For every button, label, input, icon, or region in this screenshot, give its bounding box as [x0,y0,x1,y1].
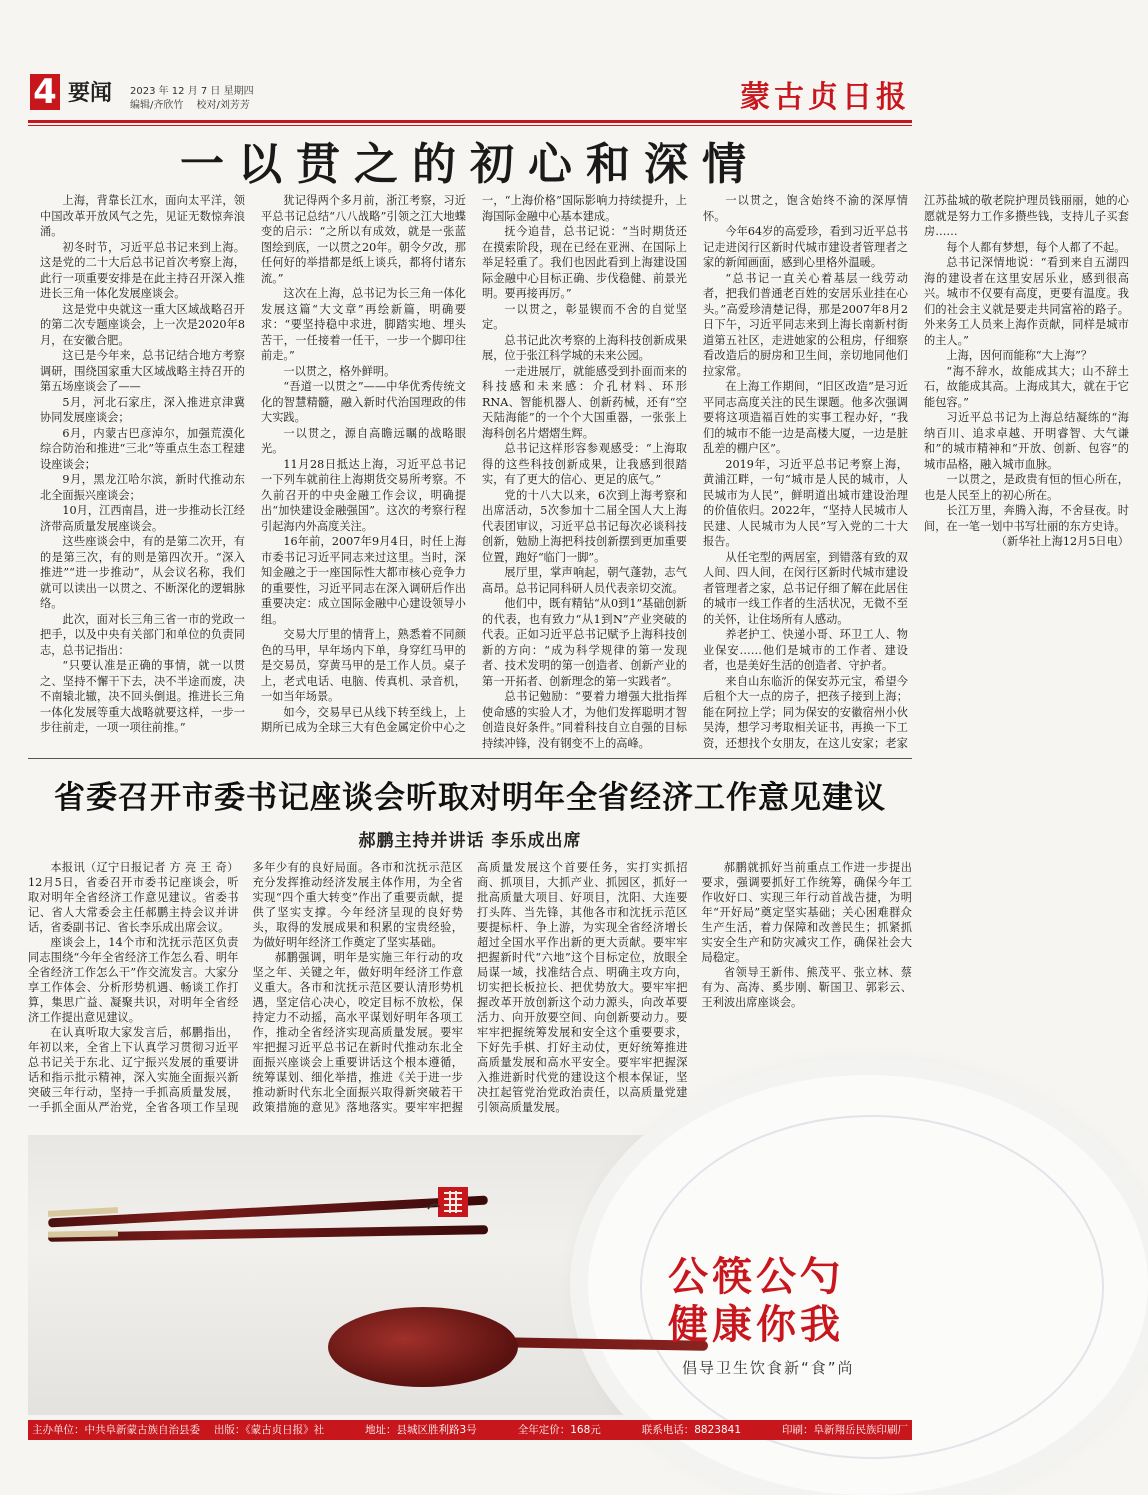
page-header [28,70,912,122]
article1-paragraph: 今年64岁的高爱珍，看到习近平总书记走进闵行区新时代城市建设者管理者之家的新闻画面，感到心里格外温暖。 [703,225,908,269]
header-rule-thin [28,125,912,126]
page-footer [28,1420,912,1440]
article1-paragraph: 这些座谈会中，有的是第二次开，有的是第三次，有的则是第四次开。“深入推进”“进一步推动”，从会议名称，我们就可以读出一以贯之、不断深化的逻辑脉络。 [40,535,245,610]
seal-stamp-icon [426,1185,474,1225]
article1-paragraph: 10月，江西南昌，进一步推动长江经济带高质量发展座谈会。 [40,504,245,533]
article1-paragraph: 总书记此次考察的上海科技创新成果展，位于张江科学城的未来公园。 [482,333,687,362]
article2-paragraph: 郝鹏强调，明年是实施三年行动的攻坚之年、关键之年，做好明年经济工作意义重大。各市和沈抚示范区要认清形势机遇，坚定信心决心，咬定目标不放松，保持定力不动摇，高水平谋划好明年各项工作，推动全省经济实现高质量发展。要牢牢把握习近平总书记在新时代推动东北全面振兴座谈会上重要讲话这个根本遵循，统筹谋划、细化举措，推进《关于进一步推动新时代东北全面振兴取得新突破若干政策措施的意见》落地落实。要牢牢把握高质量发展这个首要任务，实打实抓招商、抓项目，大抓产业、抓园区，抓好一批高质量大项目、好项目，沈阳、大连要打头阵、当先锋，其他各市和沈抚示范区要提标杆、争上游，为实现全省经济增长超过全国水平作出新的更大贡献。要牢牢把握新时代“六地”这个目标定位，放眼全局谋一域，找准结合点、明确主攻方向，切实把长板拉长、把优势放大。要牢牢把握改革开放创新这个动力源头，向改革要活力、向开放要空间、向创新要动力。要牢牢把握统筹发展和安全这个重要要求，下好先手棋、打好主动仗，更好统筹推进高质量发展和高水平安全。要牢牢把握深入推进新时代党的建设这个根本保证，坚决扛起管党治党政治责任，以高质量党建引领高质量发展。 [252,861,688,1114]
article1-paragraph: 在上海工作期间，“旧区改造”是习近平同志高度关注的民生课题。他多次强调要将这项造福百姓的实事工程办好，“我们的城市不能一边是高楼大厦，一边是脏乱差的棚户区”。 [703,380,908,455]
section-name: 要闻 [68,81,113,106]
masthead-logo: 蒙古贞日报 [740,80,910,115]
article1-paragraph: 一以贯之，源自高瞻远瞩的战略眼光。 [261,426,466,455]
page-number: 4 [30,74,60,110]
editors-line: 编辑/齐欣竹 校对/刘芳芳 [130,100,250,111]
article1-paragraph: 上海，背靠长江水，面向太平洋，领中国改革开放风气之先，见证无数惊奔浪涌。 [40,194,245,238]
article1-paragraph: 一以贯之，饱含始终不渝的深厚情怀。 [703,194,908,223]
article1-paragraph: 党的十八大以来，6次到上海考察和出席活动，5次参加十二届全国人大上海代表团审议，习近平总书记每次必谈科技创新，勉励上海把科技创新摆到更加重要位置，跑好“临门一脚”。 [482,488,687,564]
article1-paragraph: 上海，因何而能称“大上海”？ [946,349,1093,362]
spoon-illustration [328,1307,518,1387]
article1-paragraph: “只要认准是正确的事情，就一以贯之、坚持不懈干下去，决不半途而废，决不南辕北辙，决不回头倒退。推进长三角一体化发展等重大战略就要这样，一步一步往前走，一项一项往前推。” [40,659,245,734]
chopstick-tip [48,1230,118,1237]
article2-paragraph: 座谈会上，14个市和沈抚示范区负责同志围绕“今年全省经济工作怎么看、明年全省经济工作怎么干”作交流发言。大家分享工作体会、分析形势机遇、畅谈工作打算，集思广益、凝聚共识，对明年全省经济工作提出意见建议。 [28,936,239,1024]
article2-headline: 省委召开市委书记座谈会听取对明年全省经济工作意见建议 [54,780,886,816]
article1-credit: （新华社上海12月5日电） [995,535,1129,548]
article2-subheadline: 郝鹏主持并讲话 李乐成出席 [358,831,582,851]
footer-sponsor: 主办单位：中共阜新蒙古族自治县委 出版：《蒙古贞日报》社 [32,1424,325,1436]
article1-paragraph: 总书记深情地说：“看到来自五湖四海的建设者在这里安居乐业，感到很高兴。城市不仅要有高度，更要有温度。我们的社会主义就是要走共同富裕的路子。外来务工人员来上海作贡献，同样是城市的主人。” [924,256,1129,347]
footer-address: 地址：县城区胜利路3号 [365,1424,477,1436]
article1-paragraph: 此次，面对长三角三省一市的党政一把手，以及中央有关部门和单位的负责同志，总书记指出： [40,612,245,657]
article1-paragraph: 展厅里，掌声响起，朝气蓬勃，志气高昂。总书记同科研人员代表亲切交流。 [482,566,687,595]
article1-paragraph: 11月28日抵达上海，习近平总书记一下列车就前往上海期货交易所考察。不久前召开的中央金融工作会议，明确提出“加快建设金融强国”。这次的考察行程引起海内外高度关注。 [261,457,466,533]
article1-paragraph: 这次在上海，总书记为长三角一体化发展这篇“大文章”再绘新篇，明确要求：“要坚持稳中求进，脚踏实地、埋头苦干，一任接着一任干，一步一个脚印往前走。” [261,287,466,362]
article1-paragraph: 5月，河北石家庄，深入推进京津冀协同发展座谈会； [40,395,245,424]
article1-paragraph: 一以贯之，彰显锲而不舍的自觉坚定。 [482,302,687,331]
article1-paragraph: 这是党中央就这一重大区域战略召开的第二次专题座谈会，上一次是2020年8月，在安徽合肥。 [40,302,245,347]
issue-date: 2023 年 12 月 7 日 星期四 [130,86,254,97]
article2-paragraph: 在认真听取大家发言后，郝鹏指出，年初以来，全省上下认真学习贯彻习近平总书记关于东北、辽宁振兴发展的重要讲话和指示批示精神，深入实施全面振兴新突破三年行动，坚持一手抓高质量发展，一手抓全面从严治党，全省各项工作呈现多年少有的良好局面。各市和沈抚示范区充分发挥推动经济发展主体作用，为全省实现“四个重大转变”作出了重要贡献，提供了坚实支撑。今年经济呈现的良好势头，取得的发展成果和积累的宝贵经验，为做好明年经济工作奠定了坚实基础。 [28,861,463,1114]
header-rule [28,120,912,123]
ad-title-line1: 公筷公勺 [668,1254,844,1300]
article1-paragraph: 每个人都有梦想，每个人都了不起。 [946,240,1126,254]
article1-paragraph: 初冬时节，习近平总书记来到上海。这是党的二十大后总书记首次考察上海，此行一项重要安排是在此主持召开深入推进长三角一体化发展座谈会。 [40,240,245,300]
article1-headline: 一以贯之的初心和深情 [180,139,760,190]
article1-paragraph: 从任宅型的两居室，到错落有致的双人间、四人间，在闵行区新时代城市建设者管理者之家，总书记仔细了解在此居住的城市一线工作者的生活状况，无微不至的关怀，让住场所有人感动。 [703,550,908,626]
article1-paragraph: 习近平总书记为上海总结凝练的“海纳百川、追求卓越、开明睿智、大气谦和”的城市精神和“开放、创新、包容”的城市品格，融入城市血脉。 [924,411,1129,471]
article1-paragraph: “吾道一以贯之”——中华优秀传统文化的智慧精髓，融入新时代治国理政的伟大实践。 [261,380,466,424]
article1-paragraph: 16年前，2007年9月4日，时任上海市委书记习近平同志来过这里。当时，深知金融之于一座国际性大都市核心竞争力的重要性，习近平同志在深入调研后作出重要决定：成立国际金融中心建设领导小组。 [261,535,466,626]
article1-paragraph: 一以贯之，格外鲜明。 [283,364,396,378]
public-service-ad [28,1135,912,1415]
article1-paragraph: “海不辞水，故能成其大；山不辞土石，故能成其高。上海成其大，就在于它能包容。” [924,364,1129,409]
article-divider [28,758,912,759]
article1-body [40,193,1129,753]
article2-paragraph: 本报讯（辽宁日报记者 方 亮 王 奇）12月5日，省委召开市委书记座谈会，听取对明年全省经济工作意见建议。省委书记、省人大常委会主任郝鹏主持会议并讲话，省委副书记、省长李乐成出席会议。 [28,861,239,934]
article1-paragraph: 交易大厅里的情背上，熟悉着不同颜色的马甲，早年场内下单，身穿红马甲的是交易员，穿黄马甲的是工作人员。桌子上，老式电话、电脑、传真机、录音机，一如当年场景。 [261,628,466,703]
article1-paragraph: 这已是今年来，总书记结合地方考察调研，围绕国家重大区域战略主持召开的第五场座谈会了—— [40,349,245,393]
article1-paragraph: 抚今追昔，总书记说：“当时期货还在摸索阶段，现在已经在亚洲、在国际上举足轻重了。我们也因此看到上海建设国际金融中心目标正确、步伐稳健、前景光明。要再接再厉。” [482,225,687,300]
footer-phone: 联系电话：8823841 [641,1424,741,1436]
article1-paragraph: 犹记得两个多月前，浙江考察，习近平总书记总结“八八战略”引领之江大地蝶变的启示：“之所以有成效，就是一张蓝图绘到底，一以贯之20年。朝令夕改，那任何好的举措都是纸上谈兵，都将付诸东流。” [261,194,466,285]
article1-paragraph: 2019年，习近平总书记考察上海，黄浦江畔，一句“城市是人民的城市，人民城市为人民”，鲜明道出城市建设治理的价值依归。2022年，“坚持人民城市人民建、人民城市为人民”写入党的二十大报告。 [703,457,908,548]
article1-paragraph: 来自山东临沂的保安苏元宝，希望今后租个大一点的房子，把孩子接到上海；能在阿拉上学；同为保安的安徽宿州小伙吴涛，想学习考取相关证书，再换一下工资，还想找个女朋友，在这儿安家；老家江苏盐城的敬老院护理员钱丽丽，她的心愿就是努力工作多攒些钱，支持儿子买套房…… [703,194,1129,750]
article1-paragraph: 总书记这样形容参观感受：“上海取得的这些科技创新成果，让我感到很踏实，有了更大的信心、更足的底气。” [482,442,687,486]
ad-subtitle: 倡导卫生饮食新“食”尚 [682,1359,855,1377]
article1-paragraph: 养老护工、快递小哥、环卫工人、物业保安……他们是城市的工作者、建设者，也是美好生活的创造者、守护者。 [703,628,908,672]
article2-paragraph: 郝鹏就抓好当前重点工作进一步提出要求，强调要抓好工作统筹，确保今年工作收好口、实现三年行动首战告捷，为明年“开好局”奠定坚实基础；关心困难群众生产生活，着力保障和改善民生；抓紧抓实安全生产和防灾减灾工作，确保社会大局稳定。 [701,861,912,964]
article1-paragraph: 他们中，既有精钻“从0到1”基础创新的代表，也有致力“从1到N”产业突破的代表。正如习近平总书记赋予上海科技创新的方向：“成为科学规律的第一发现者、技术发明的第一创造者、创新产业的第一开拓者、创新理念的第一实践者”。 [482,597,687,688]
article1-paragraph: “总书记一直关心着基层一线劳动者，把我们普通老百姓的安居乐业挂在心头。”高爱珍清楚记得，那是2007年8月2日下午，习近平同志来到上海长南新村街道第五社区，走进她家的公租房，仔细察看改造后的厨房和卫生间，亲切地同他们拉家常。 [703,271,908,378]
article1-paragraph: 一走进展厅，就能感受到扑面而来的科技感和未来感：介孔材料、环形RNA、智能机器人、创新药械，还有“空天陆海能”的一个个大国重器，一张张上海科创名片熠熠生辉。 [482,364,687,440]
footer-price: 全年定价：168元 [517,1424,601,1436]
article1-paragraph: 如今，交易早已从线下转至线上，上期所已成为全球三大有色金属定价中心之一，“上海价格”国际影响力持续提升，上海国际金融中心基本建成。 [261,194,687,734]
article1-paragraph: 总书记勉励：“要着力增强大批指挥使命感的实验人才，为他们发挥聪明才智创造良好条件。”同着科技自立自强的目标持续冲锋，没有钢变不上的高峰。 [482,690,687,750]
article1-paragraph: 长江万里，奔腾入海，不舍昼夜。时间，在一笔一划中书写壮丽的东方史诗。 [924,504,1129,533]
article1-paragraph: 6月，内蒙古巴彦淖尔，加强荒漠化综合防治和推进“三北”等重点生态工程建设座谈会； [40,426,245,471]
article1-paragraph: 9月，黑龙江哈尔滨，新时代推动东北全面振兴座谈会； [40,473,245,502]
article2-paragraph: 省领导王新伟、熊茂平、张立林、蔡有为、高涛、奚步刚、靳国卫、郭彩云、王利波出席座谈会。 [701,966,912,1009]
ad-title-line2: 健康你我 [668,1302,844,1348]
article1-paragraph: 一以贯之，是政贵有恒的恒心所在，也是人民至上的初心所在。 [924,473,1129,502]
footer-printer: 印刷：阜新翔岳民族印刷厂 [781,1424,908,1436]
